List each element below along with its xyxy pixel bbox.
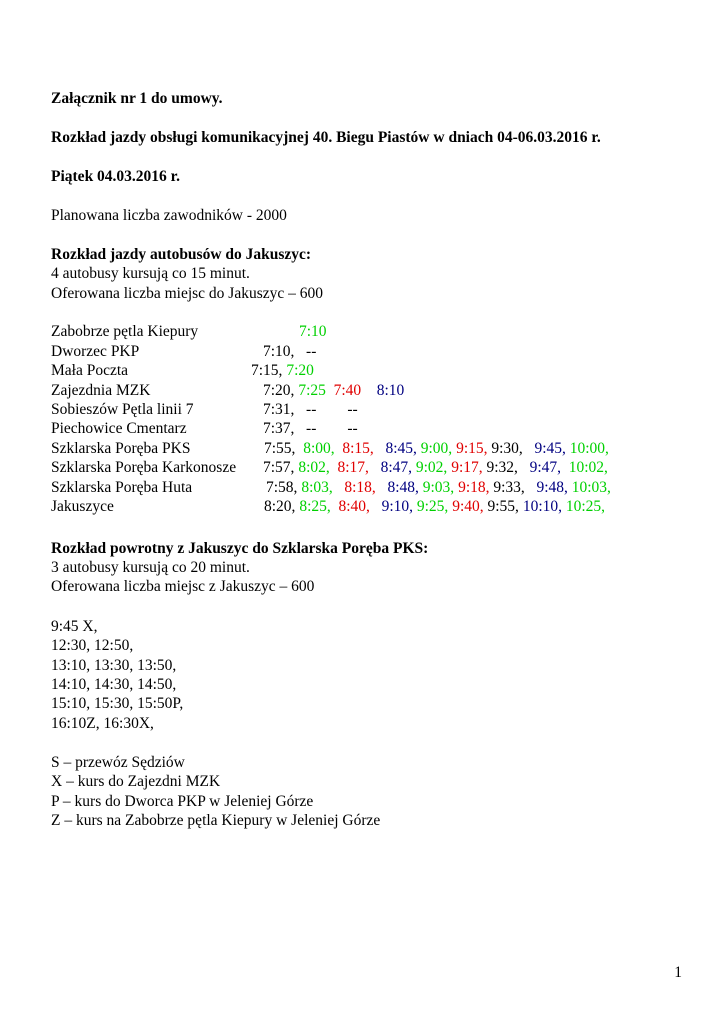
departure-time: 9:10,: [373, 498, 417, 515]
departure-time: 7:31, -- --: [263, 401, 358, 418]
departure-time: 8:40,: [334, 498, 374, 515]
departure-time: 8:00,: [303, 440, 339, 457]
departure-times: [264, 439, 609, 459]
departure-time: 8:25,: [299, 498, 335, 515]
return-times-line: 9:45 X,: [51, 618, 98, 635]
stop-name: Szklarska Poręba Karkonosze: [51, 459, 237, 476]
outbound-heading: Rozkład jazdy autobusów do Jakuszyc:: [51, 246, 312, 263]
page-number: 1: [674, 964, 682, 981]
departure-times: [263, 400, 358, 420]
stop-name: Zajezdnia MZK: [51, 382, 151, 399]
return-info-frequency: 3 autobusy kursują co 20 minut.: [51, 559, 250, 576]
outbound-info-seats: Oferowana liczba miejsc do Jakuszyc – 600: [51, 285, 324, 302]
departure-time: 9:48,: [536, 479, 572, 496]
departure-time: 8:45,: [377, 440, 421, 457]
departure-times: [263, 342, 316, 362]
departure-time: 7:58,: [266, 479, 302, 496]
departure-times: [263, 381, 404, 401]
departure-time: 7:15,: [251, 362, 287, 379]
return-times-line: 12:30, 12:50,: [51, 637, 134, 654]
stop-name: Szklarska Poręba Huta: [51, 479, 193, 496]
stop-name: Piechowice Cmentarz: [51, 420, 187, 437]
departure-time: 8:48,: [379, 479, 423, 496]
departure-time: 9:15,: [456, 440, 492, 457]
stop-name: Zabobrze pętla Kiepury: [51, 323, 199, 340]
participants-count: Planowana liczba zawodników - 2000: [51, 207, 287, 224]
departure-time: 9:00,: [420, 440, 457, 457]
departure-time: 8:15,: [338, 440, 378, 457]
departure-time: 8:47,: [372, 459, 416, 476]
stop-name: Szklarska Poręba PKS: [51, 440, 191, 457]
departure-time: 7:20,: [263, 382, 299, 399]
return-heading: Rozkład powrotny z Jakuszyc do Szklarska Poręba PKS:: [51, 540, 429, 557]
document-title: Rozkład jazdy obsługi komunikacyjnej 40. Biegu Piastów w dniach 04-06.03.2016 r.: [51, 129, 601, 146]
legend-item: X – kurs do Zajezdni MZK: [51, 773, 221, 790]
departure-times: [251, 361, 314, 381]
departure-time: 9:25,: [416, 498, 453, 515]
annex-title: Załącznik nr 1 do umowy.: [51, 90, 223, 107]
departure-time: 9:18,: [458, 479, 494, 496]
departure-time: 9:40,: [452, 498, 488, 515]
departure-time: 10:00,: [569, 440, 609, 457]
departure-time: 8:10: [376, 382, 405, 399]
departure-time: 10:02,: [564, 459, 608, 476]
stop-name: Mała Poczta: [51, 362, 129, 379]
departure-times: [263, 419, 358, 439]
legend-item: S – przewóz Sędziów: [51, 754, 185, 771]
departure-time: 7:10, --: [263, 343, 317, 360]
return-times-line: 15:10, 15:30, 15:50P,: [51, 695, 184, 712]
departure-time: 9:03,: [422, 479, 459, 496]
departure-times: [299, 322, 327, 342]
legend-item: Z – kurs na Zabobrze pętla Kiepury w Jeleniej Górze: [51, 812, 381, 829]
departure-time: 9:17,: [451, 459, 487, 476]
departure-time: 9:47,: [529, 459, 565, 476]
departure-time: 9:55,: [487, 498, 523, 515]
departure-time: 8:03,: [301, 479, 337, 496]
return-times-line: 16:10Z, 16:30X,: [51, 715, 154, 732]
return-times-line: 14:10, 14:30, 14:50,: [51, 676, 177, 693]
departure-time: 8:18,: [336, 479, 380, 496]
return-times-line: 13:10, 13:30, 13:50,: [51, 657, 177, 674]
departure-time: 8:17,: [333, 459, 373, 476]
departure-time: 9:45,: [534, 440, 570, 457]
departure-times: [264, 497, 605, 517]
departure-time: 9:30,: [491, 440, 535, 457]
departure-time: 7:55,: [264, 440, 304, 457]
departure-time: 10:10,: [522, 498, 566, 515]
departure-time: 7:25: [298, 382, 334, 399]
departure-time: 10:25,: [565, 498, 606, 515]
day-heading: Piątek 04.03.2016 r.: [51, 168, 181, 185]
departure-times: [263, 458, 608, 478]
departure-time: 9:32,: [486, 459, 530, 476]
return-info-seats: Oferowana liczba miejsc z Jakuszyc – 600: [51, 578, 315, 595]
departure-time: 7:40: [333, 382, 377, 399]
stop-name: Sobieszów Pętla linii 7: [51, 401, 194, 418]
departure-time: 10:03,: [571, 479, 611, 496]
outbound-info-frequency: 4 autobusy kursują co 15 minut.: [51, 265, 250, 282]
legend-item: P – kurs do Dworca PKP w Jeleniej Górze: [51, 793, 314, 810]
departure-time: 8:20,: [264, 498, 300, 515]
departure-time: 7:57,: [263, 459, 299, 476]
departure-time: 9:33,: [493, 479, 537, 496]
departure-times: [266, 478, 611, 498]
departure-time: 9:02,: [415, 459, 452, 476]
stop-name: Jakuszyce: [51, 498, 114, 515]
departure-time: 7:37, -- --: [263, 420, 358, 437]
departure-time: 7:20: [286, 362, 314, 379]
departure-time: 7:10: [299, 323, 327, 340]
stop-name: Dworzec PKP: [51, 343, 140, 360]
departure-time: 8:02,: [298, 459, 334, 476]
